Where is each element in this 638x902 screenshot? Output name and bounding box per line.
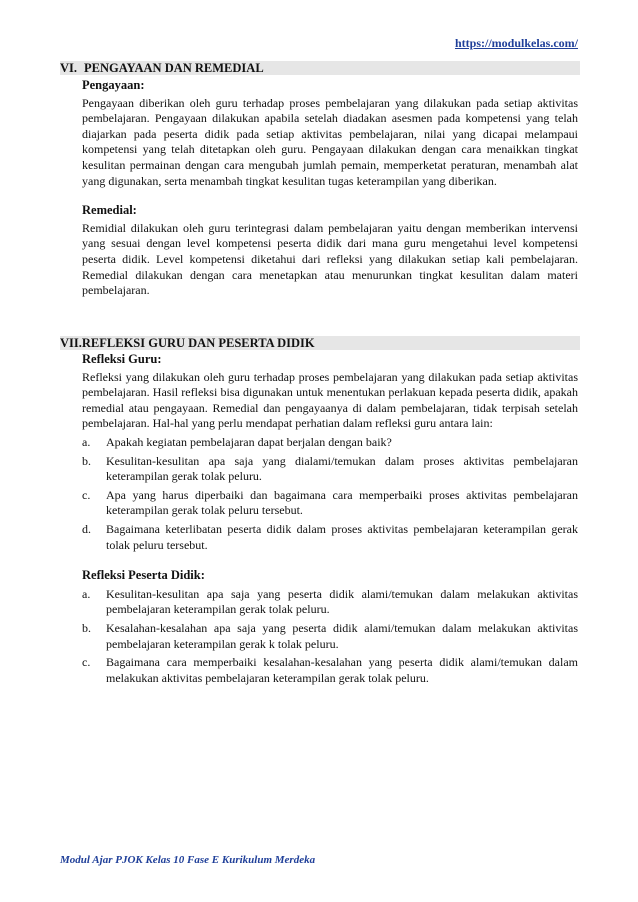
- list-marker: c.: [82, 487, 91, 502]
- list-item: [82, 655, 578, 686]
- remedial-paragraph: Remidial dilakukan oleh guru terintegrasi dalam pembelajaran yaitu dengan memberikan intervensi yang sesuai dengan level kompetensi peserta didik dari mana guru mengetahui level kompetensi peserta didik. Level kompetensi diketahui dari refleksi yang dilakukan setiap kali pembelajaran. Remedial dilakukan dengan cara menetapkan atau menurunkan tingkat kesulitan dalam materi pembelajaran.: [82, 220, 578, 298]
- list-item-text: Kesulitan-kesulitan apa saja yang peserta didik alami/temukan dalam melakukan aktivitas pembelajaran keterampilan gerak tolak peluru.: [106, 586, 578, 617]
- list-item-text: Bagaimana cara memperbaiki kesalahan-kesalahan yang peserta didik alami/temukan dalam melakukan aktivitas pembelajaran keterampilan gerak tolak peluru.: [106, 655, 578, 685]
- section-7-title: REFLEKSI GURU DAN PESERTA DIDIK: [81, 336, 315, 350]
- refleksi-guru-list: [82, 435, 578, 553]
- list-item: [82, 522, 578, 553]
- list-marker: a.: [82, 434, 91, 449]
- list-item-text: Apakah kegiatan pembelajaran dapat berjalan dengan baik?: [106, 434, 392, 449]
- pengayaan-paragraph: Pengayaan diberikan oleh guru terhadap proses pembelajaran yang dilakukan pada setiap aktivitas pembelajaran. Pengayaan dilakukan apabila setelah diadakan asesmen pada kompetensi yang telah diajarkan pada peserta didik pada setiap aktivitas pembelajaran, nilai yang dicapai melampaui kompetensi yang telah ditetapkan oleh guru. Pengayaan dilakukan dengan cara menaikkan tingkat kesulitan permainan dengan cara mengubah jumlah pemain, memperketat peraturan, menambah alat yang digunakan, serta menambah tingkat kesulitan tugas keterampilan yang diberikan.: [82, 95, 578, 188]
- list-marker: a.: [82, 586, 91, 601]
- list-item-text: Bagaimana keterlibatan peserta didik dalam proses aktivitas pembelajaran keterampilan gerak tolak peluru tersebut.: [106, 521, 578, 552]
- section-6-content: [82, 78, 578, 299]
- section-7-number: VII.: [60, 336, 82, 350]
- pengayaan-heading: Pengayaan:: [82, 78, 145, 92]
- refleksi-guru-heading: Refleksi Guru:: [82, 352, 162, 366]
- list-item-text: Kesalahan-kesalahan apa saja yang peserta didik alami/temukan dalam melakukan aktivitas pembelajaran keterampilan gerak k tolak peluru.: [106, 620, 578, 651]
- list-item: [82, 587, 578, 618]
- list-marker: b.: [82, 453, 91, 468]
- list-item-text: Kesulitan-kesulitan apa saja yang dialami/temukan dalam proses aktivitas pembelajaran keterampilan gerak tolak peluru.: [106, 453, 578, 484]
- list-item: [82, 454, 578, 485]
- list-marker: b.: [82, 620, 91, 635]
- list-marker: d.: [82, 521, 91, 536]
- footer-text: Modul Ajar PJOK Kelas 10 Fase E Kurikulum Merdeka: [60, 854, 316, 866]
- refleksi-peserta-didik-heading: Refleksi Peserta Didik:: [82, 568, 205, 583]
- refleksi-peserta-didik-list: [82, 587, 578, 687]
- list-item: [82, 435, 578, 451]
- refleksi-guru-paragraph: Refleksi yang dilakukan oleh guru terhadap proses pembelajaran yang dilakukan pada setiap aktivitas pembelajaran. Hasil refleksi bisa digunakan untuk menentukan perlakuan kepada peserta didik, apakah remedial atau pengayaan. Remedial dan pengayaanya di dalam pembelajaran, tidak terpisah setelah pembelajaran. Hal-hal yang perlu mendapat perhatian dalam refleksi guru antara lain:: [82, 369, 578, 431]
- section-6-number: VI.: [60, 61, 78, 75]
- list-item-text: Apa yang harus diperbaiki dan bagaimana cara memperbaiki proses aktivitas pembelajaran keterampilan gerak tolak peluru tersebut.: [106, 487, 578, 518]
- section-7-content: [82, 352, 578, 689]
- header-url-link[interactable]: https://modulkelas.com/: [454, 36, 578, 50]
- list-item: [82, 621, 578, 652]
- remedial-heading: Remedial:: [82, 203, 137, 218]
- section-6-title: PENGAYAAN DAN REMEDIAL: [84, 61, 264, 75]
- section-6-heading: [60, 61, 580, 75]
- list-item: [82, 488, 578, 519]
- section-7-heading: [60, 336, 580, 350]
- list-marker: c.: [82, 655, 91, 670]
